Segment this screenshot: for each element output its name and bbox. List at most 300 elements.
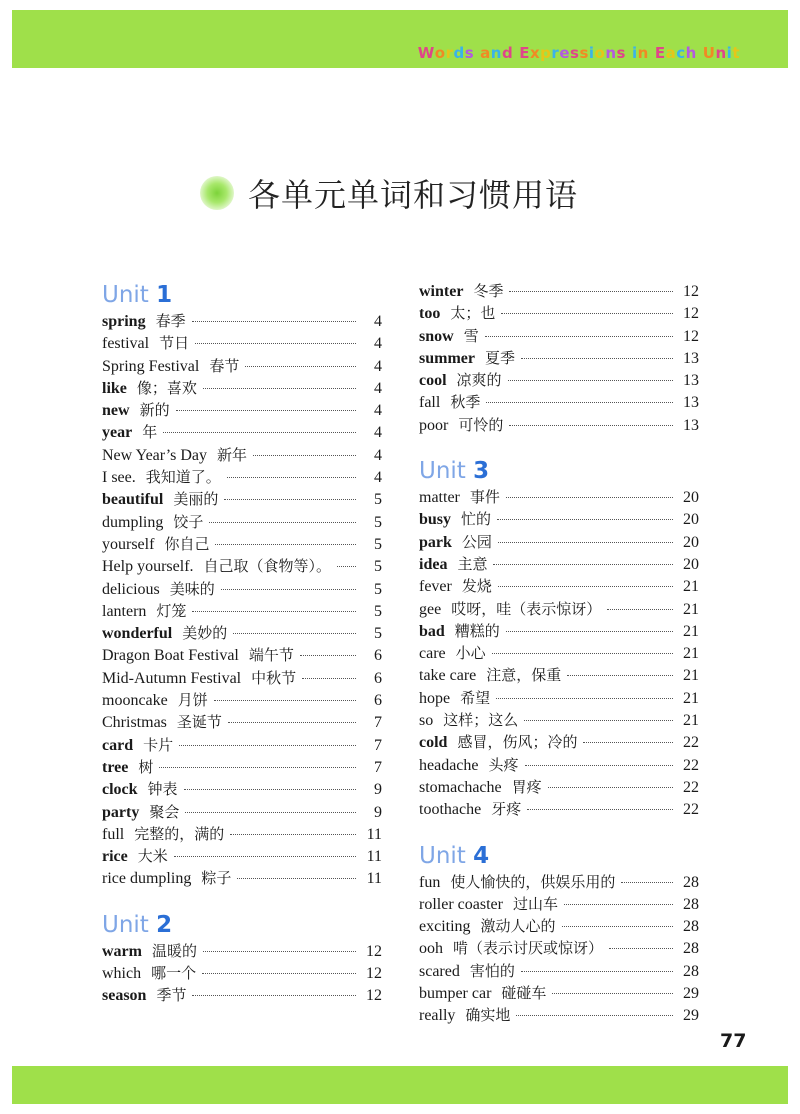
vocab-entry xyxy=(102,845,382,867)
chinese-meaning: 卡片 xyxy=(143,735,174,754)
vocab-entry xyxy=(419,598,699,620)
english-word: like xyxy=(102,379,127,397)
english-word: party xyxy=(102,803,140,821)
chinese-meaning: 啃（表示讨厌或惊讶） xyxy=(453,939,604,958)
banner-letter: s xyxy=(464,44,475,62)
chinese-meaning: 糟糕的 xyxy=(454,621,500,640)
chinese-meaning: 过山车 xyxy=(512,894,558,913)
chinese-meaning: 这样；这么 xyxy=(443,711,519,730)
vocab-entry xyxy=(102,962,382,984)
page-ref: 4 xyxy=(374,469,382,487)
page-ref: 6 xyxy=(374,692,382,710)
english-word: spring xyxy=(102,313,146,330)
dot-leader xyxy=(583,742,673,743)
page-ref: 21 xyxy=(683,689,699,707)
english-word: bumper car xyxy=(419,985,492,1003)
banner-letter: h xyxy=(685,44,697,62)
chinese-meaning: 聚会 xyxy=(149,802,180,821)
english-word: cold xyxy=(419,734,448,752)
english-word: headache xyxy=(419,756,479,774)
english-word: lantern xyxy=(102,602,147,620)
english-word: too xyxy=(419,305,441,323)
chinese-meaning: 温暖的 xyxy=(151,941,197,960)
chinese-meaning: 可怜的 xyxy=(458,415,504,434)
header-banner xyxy=(418,44,740,62)
banner-letter: o xyxy=(434,44,446,62)
vocab-entry xyxy=(102,689,382,711)
chinese-meaning: 美丽的 xyxy=(173,490,219,509)
page-ref: 28 xyxy=(683,918,699,936)
page-ref: 28 xyxy=(683,895,699,913)
vocab-entry xyxy=(419,369,699,391)
dot-leader xyxy=(185,812,356,813)
dot-leader xyxy=(192,611,356,612)
page-ref: 20 xyxy=(683,555,699,573)
unit-heading-number: 2 xyxy=(156,911,173,938)
page-ref: 6 xyxy=(374,647,382,665)
vocab-entry xyxy=(102,644,382,666)
banner-letter: i xyxy=(631,44,638,62)
english-word: cool xyxy=(419,372,447,390)
page-ref: 5 xyxy=(374,602,382,620)
english-word: beautiful xyxy=(102,491,164,509)
page-ref: 11 xyxy=(366,825,382,843)
dot-leader xyxy=(237,878,356,879)
dot-leader xyxy=(221,589,356,590)
banner-letter: a xyxy=(480,44,491,62)
chinese-meaning: 确实地 xyxy=(465,1006,511,1025)
banner-letter: i xyxy=(726,44,733,62)
green-dot-icon xyxy=(200,176,234,210)
vocab-entry xyxy=(419,687,699,709)
page-ref: 12 xyxy=(683,283,699,300)
page-ref: 21 xyxy=(683,667,699,685)
vocab-entry xyxy=(102,622,382,644)
vocab-entry xyxy=(102,488,382,510)
vocab-entry xyxy=(419,553,699,575)
vocab-entry xyxy=(419,508,699,530)
dot-leader xyxy=(521,971,673,972)
chinese-meaning: 激动人心的 xyxy=(480,917,556,936)
banner-letter: E xyxy=(519,44,530,62)
page-ref: 12 xyxy=(366,987,382,1005)
banner-letter: s xyxy=(570,44,580,62)
vocab-entry xyxy=(102,310,382,332)
english-word: Help yourself. xyxy=(102,558,194,576)
vocab-entry xyxy=(419,960,699,982)
page-ref: 9 xyxy=(374,781,382,799)
english-word: I see. xyxy=(102,469,136,487)
vocab-entry xyxy=(102,778,382,800)
page-ref: 5 xyxy=(374,513,382,531)
english-word: fun xyxy=(419,873,441,891)
dot-leader xyxy=(192,995,356,996)
page-ref: 28 xyxy=(683,940,699,958)
dot-leader xyxy=(509,425,673,426)
page-ref: 13 xyxy=(683,372,699,390)
dot-leader xyxy=(203,388,356,389)
page-ref: 28 xyxy=(683,873,699,891)
vocab-entry xyxy=(102,355,382,377)
vocab-entry xyxy=(419,937,699,959)
dot-leader xyxy=(607,609,673,610)
page-ref: 29 xyxy=(683,985,699,1003)
vocab-entry xyxy=(102,332,382,354)
page-ref: 20 xyxy=(683,511,699,529)
english-word: season xyxy=(102,987,147,1005)
page-ref: 12 xyxy=(366,965,382,983)
unit-heading xyxy=(102,910,382,940)
vocab-entry xyxy=(102,801,382,823)
dot-leader xyxy=(501,313,673,314)
english-word: summer xyxy=(419,349,475,367)
vocab-entry xyxy=(419,893,699,915)
chinese-meaning: 灯笼 xyxy=(156,601,187,620)
vocab-entry xyxy=(419,915,699,937)
banner-letter: x xyxy=(529,44,541,62)
dot-leader xyxy=(509,291,673,292)
page-ref: 12 xyxy=(683,305,699,323)
dot-leader xyxy=(215,544,356,545)
banner-letter: s xyxy=(579,44,589,62)
dot-leader xyxy=(176,410,356,411)
unit-heading-number: 3 xyxy=(473,458,490,485)
page-ref: 13 xyxy=(683,416,699,434)
dot-leader xyxy=(224,499,356,500)
chinese-meaning: 希望 xyxy=(460,688,491,707)
vocab-entry xyxy=(419,347,699,369)
page-ref: 28 xyxy=(683,962,699,980)
chinese-meaning: 害怕的 xyxy=(469,961,515,980)
vocab-entry xyxy=(419,776,699,798)
vocab-entry xyxy=(419,575,699,597)
page-ref: 21 xyxy=(683,578,699,596)
page-ref: 5 xyxy=(374,580,382,598)
dot-leader xyxy=(621,882,673,883)
vocab-entry xyxy=(102,578,382,600)
page-ref: 12 xyxy=(366,942,382,960)
english-word: warm xyxy=(102,942,142,960)
dot-leader xyxy=(486,402,673,403)
vocab-entry xyxy=(419,798,699,820)
english-word: festival xyxy=(102,335,150,353)
page-ref: 4 xyxy=(374,335,382,353)
page-ref: 21 xyxy=(683,622,699,640)
dot-leader xyxy=(163,432,356,433)
page-ref: 11 xyxy=(366,848,382,866)
dot-leader xyxy=(506,497,673,498)
banner-letter: a xyxy=(665,44,677,62)
english-word: yourself xyxy=(102,535,155,553)
vocab-entry xyxy=(102,466,382,488)
english-word: snow xyxy=(419,327,454,345)
dot-leader xyxy=(498,542,673,543)
dot-leader xyxy=(214,700,356,701)
dot-leader xyxy=(159,767,356,768)
chinese-meaning: 圣诞节 xyxy=(176,713,222,732)
page-ref: 21 xyxy=(683,600,699,618)
banner-letter: U xyxy=(702,44,716,62)
bottom-green-band xyxy=(12,1066,788,1104)
unit-heading-word: Unit xyxy=(419,458,466,485)
english-word: stomachache xyxy=(419,778,502,796)
dot-leader xyxy=(227,477,356,478)
dot-leader xyxy=(548,787,673,788)
dot-leader xyxy=(497,519,673,520)
banner-letter: n xyxy=(637,44,649,62)
vocab-entry xyxy=(102,421,382,443)
title-block xyxy=(200,168,578,218)
vocab-entry xyxy=(102,533,382,555)
vocab-entry xyxy=(419,642,699,664)
page-ref: 29 xyxy=(683,1007,699,1025)
chinese-meaning: 年 xyxy=(142,423,158,442)
english-word: dumpling xyxy=(102,513,164,531)
dot-leader xyxy=(567,675,673,676)
english-word: exciting xyxy=(419,918,471,936)
page-ref: 4 xyxy=(374,424,382,442)
unit-heading-word: Unit xyxy=(102,911,149,938)
english-word: Mid-Autumn Festival xyxy=(102,669,242,687)
page-ref: 7 xyxy=(374,714,382,732)
chinese-meaning: 注意，保重 xyxy=(486,666,562,685)
page-ref: 13 xyxy=(683,349,699,367)
vocab-entry xyxy=(419,1004,699,1026)
dot-leader xyxy=(253,455,356,456)
english-word: bad xyxy=(419,622,445,640)
banner-letter: n xyxy=(715,44,727,62)
english-word: so xyxy=(419,712,434,730)
english-word: fall xyxy=(419,394,441,412)
english-word: full xyxy=(102,825,125,843)
chinese-meaning: 使人愉快的，供娱乐用的 xyxy=(450,872,616,891)
chinese-meaning: 新年 xyxy=(217,445,248,464)
chinese-meaning: 感冒，伤风；冷的 xyxy=(457,733,578,752)
vocab-entry xyxy=(102,667,382,689)
chinese-meaning: 你自己 xyxy=(164,534,210,553)
vocab-entry xyxy=(102,399,382,421)
page-ref: 4 xyxy=(374,313,382,330)
chinese-meaning: 小心 xyxy=(455,644,486,663)
dot-leader xyxy=(485,336,673,337)
page-ref: 5 xyxy=(374,491,382,509)
english-word: year xyxy=(102,424,133,442)
banner-letter: o xyxy=(594,44,606,62)
chinese-meaning: 完整的，满的 xyxy=(134,824,225,843)
chinese-meaning: 季节 xyxy=(156,986,187,1005)
page-ref: 4 xyxy=(374,379,382,397)
banner-letter: d xyxy=(453,44,465,62)
banner-letter: s xyxy=(616,44,626,62)
chinese-meaning: 春节 xyxy=(209,356,240,375)
english-word: Christmas xyxy=(102,714,167,732)
dot-leader xyxy=(228,722,356,723)
english-word: gee xyxy=(419,600,442,618)
english-word: tree xyxy=(102,758,129,776)
banner-letter: E xyxy=(654,44,666,62)
page-ref: 7 xyxy=(374,736,382,754)
vocab-entry xyxy=(102,940,382,962)
vocab-entry xyxy=(102,823,382,845)
banner-letter: p xyxy=(540,44,552,62)
chinese-meaning: 新的 xyxy=(139,401,170,420)
banner-letter: n xyxy=(490,44,502,62)
english-word: roller coaster xyxy=(419,895,503,913)
page-ref: 21 xyxy=(683,712,699,730)
dot-leader xyxy=(202,973,356,974)
english-word: scared xyxy=(419,962,460,980)
banner-letter: n xyxy=(605,44,617,62)
page-ref: 11 xyxy=(366,870,382,888)
vocab-entry xyxy=(102,984,382,1006)
page-ref: 6 xyxy=(374,669,382,687)
banner-letter: e xyxy=(559,44,571,62)
dot-leader xyxy=(496,698,673,699)
page-ref: 9 xyxy=(374,803,382,821)
dot-leader xyxy=(609,948,673,949)
dot-leader xyxy=(203,951,356,952)
chinese-meaning: 美味的 xyxy=(169,579,215,598)
dot-leader xyxy=(209,522,356,523)
vocab-entry xyxy=(102,734,382,756)
vocab-entry xyxy=(419,709,699,731)
page-ref: 7 xyxy=(374,758,382,776)
dot-leader xyxy=(527,809,673,810)
chinese-meaning: 事件 xyxy=(469,488,500,507)
chinese-meaning: 节日 xyxy=(159,334,190,353)
page-title: 各单元单词和习惯用语 xyxy=(248,176,579,214)
vocab-entry xyxy=(419,414,699,436)
dot-leader xyxy=(516,1015,673,1016)
page-ref: 22 xyxy=(683,801,699,819)
dot-leader xyxy=(506,631,673,632)
page-ref: 22 xyxy=(683,734,699,752)
chinese-meaning: 美妙的 xyxy=(182,624,228,643)
english-word: clock xyxy=(102,781,138,799)
vocab-entry xyxy=(102,600,382,622)
chinese-meaning: 头疼 xyxy=(488,755,519,774)
page-ref: 21 xyxy=(683,645,699,663)
chinese-meaning: 公园 xyxy=(461,532,492,551)
english-word: winter xyxy=(419,283,464,300)
english-word: idea xyxy=(419,555,448,573)
english-word: Spring Festival xyxy=(102,357,200,375)
page-ref: 20 xyxy=(683,489,699,507)
unit-heading-word: Unit xyxy=(102,282,149,308)
english-word: Dragon Boat Festival xyxy=(102,647,239,665)
vocab-entry xyxy=(419,664,699,686)
vocab-entry xyxy=(419,731,699,753)
english-word: wonderful xyxy=(102,625,173,643)
vocab-entry xyxy=(102,511,382,533)
vocab-entry xyxy=(419,325,699,347)
dot-leader xyxy=(493,564,673,565)
chinese-meaning: 雪 xyxy=(463,326,479,345)
chinese-meaning: 自己取（食物等）。 xyxy=(203,557,332,576)
unit-heading xyxy=(102,280,382,310)
chinese-meaning: 夏季 xyxy=(484,348,515,367)
page-ref: 5 xyxy=(374,558,382,576)
english-word: New Year’s Day xyxy=(102,446,208,464)
chinese-meaning: 中秋节 xyxy=(251,668,297,687)
english-word: toothache xyxy=(419,801,482,819)
vocab-entry xyxy=(419,280,699,302)
vocab-entry xyxy=(102,377,382,399)
chinese-meaning: 发烧 xyxy=(461,577,492,596)
vocab-column-left xyxy=(102,280,382,1007)
banner-letter: W xyxy=(417,44,435,62)
banner-letter: i xyxy=(588,44,595,62)
dot-leader xyxy=(521,358,673,359)
english-word: new xyxy=(102,402,130,420)
chinese-meaning: 春季 xyxy=(155,312,186,330)
vocab-entry xyxy=(419,982,699,1004)
english-word: mooncake xyxy=(102,692,168,710)
vocab-entry xyxy=(419,871,699,893)
page-ref: 4 xyxy=(374,357,382,375)
english-word: hope xyxy=(419,689,451,707)
chinese-meaning: 饺子 xyxy=(173,512,204,531)
unit-heading-word: Unit xyxy=(419,842,466,869)
vocab-entry xyxy=(419,302,699,324)
chinese-meaning: 太；也 xyxy=(450,304,496,323)
page-ref: 4 xyxy=(374,402,382,420)
dot-leader xyxy=(524,720,673,721)
english-word: which xyxy=(102,965,142,983)
english-word: rice dumpling xyxy=(102,870,192,888)
english-word: delicious xyxy=(102,580,160,598)
chinese-meaning: 哎呀，哇（表示惊讶） xyxy=(451,599,602,618)
dot-leader xyxy=(230,834,356,835)
chinese-meaning: 碰碰车 xyxy=(501,984,547,1003)
chinese-meaning: 端午节 xyxy=(248,646,294,665)
page-ref: 5 xyxy=(374,535,382,553)
chinese-meaning: 我知道了。 xyxy=(145,468,221,487)
dot-leader xyxy=(498,586,673,587)
vocab-entry xyxy=(419,391,699,413)
dot-leader xyxy=(184,789,356,790)
banner-letter: d xyxy=(501,44,514,62)
vocab-entry xyxy=(102,555,382,577)
english-word: matter xyxy=(419,489,460,507)
chinese-meaning: 树 xyxy=(138,757,154,776)
english-word: park xyxy=(419,533,452,551)
english-word: fever xyxy=(419,578,452,596)
chinese-meaning: 钟表 xyxy=(147,780,178,799)
page-ref: 12 xyxy=(683,327,699,345)
english-word: ooh xyxy=(419,940,443,958)
dot-leader xyxy=(179,745,356,746)
chinese-meaning: 冬季 xyxy=(473,282,504,300)
unit-heading xyxy=(419,841,699,871)
page-ref: 13 xyxy=(683,394,699,412)
chinese-meaning: 主意 xyxy=(457,554,488,573)
english-word: rice xyxy=(102,848,128,866)
dot-leader xyxy=(508,380,673,381)
dot-leader xyxy=(337,566,356,567)
page-ref: 22 xyxy=(683,756,699,774)
unit-heading-number: 4 xyxy=(473,842,490,869)
english-word: busy xyxy=(419,511,452,529)
english-word: take care xyxy=(419,667,477,685)
chinese-meaning: 胃疼 xyxy=(511,777,542,796)
chinese-meaning: 忙的 xyxy=(461,510,492,529)
banner-letter: c xyxy=(676,44,686,62)
dot-leader xyxy=(302,678,356,679)
vocab-entry xyxy=(102,444,382,466)
dot-leader xyxy=(564,904,673,905)
english-word: poor xyxy=(419,416,449,434)
